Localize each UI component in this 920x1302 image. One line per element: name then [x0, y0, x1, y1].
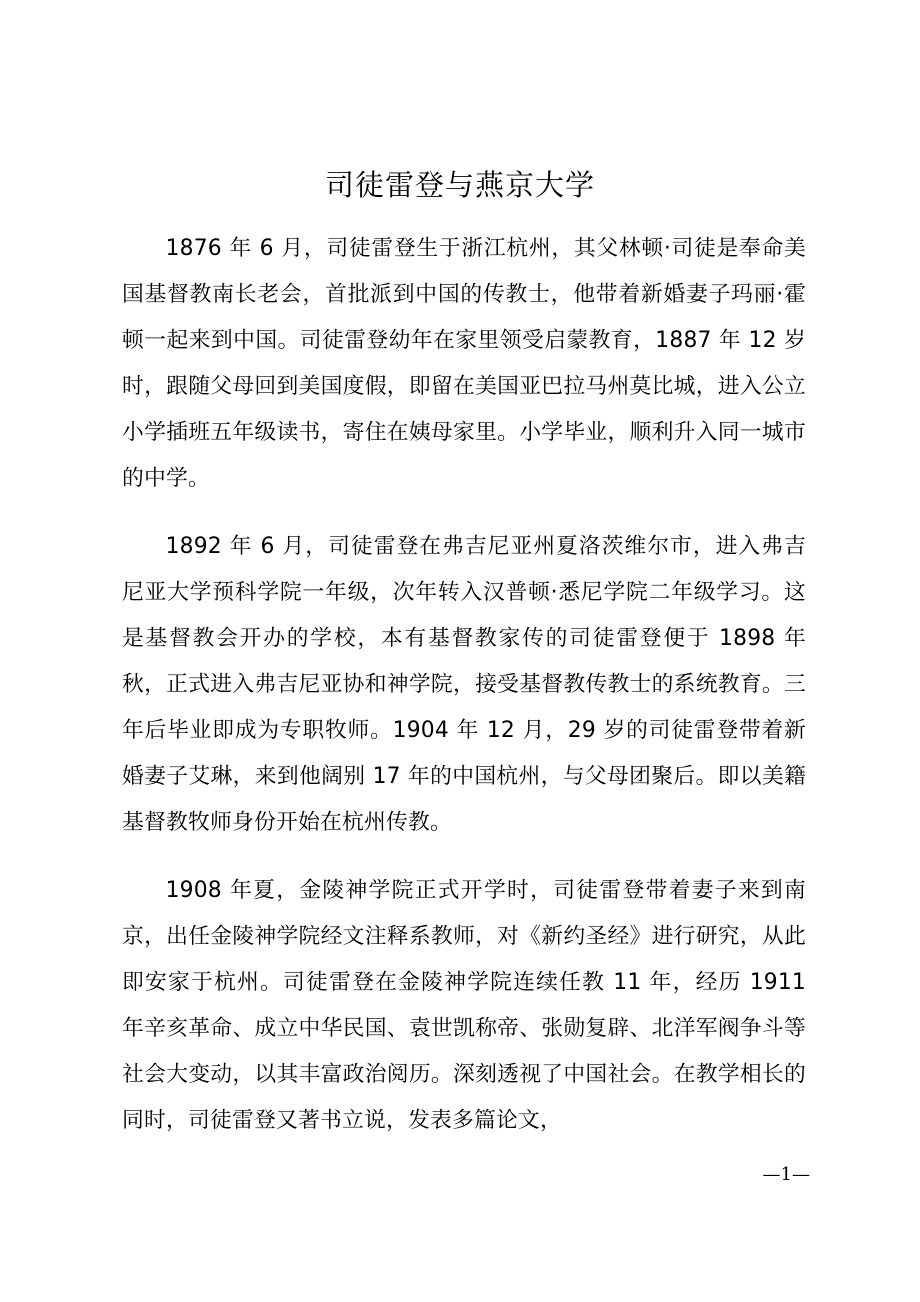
paragraph-2: 1892 年 6 月，司徒雷登在弗吉尼亚州夏洛茨维尔市，进入弗吉尼亚大学预科学院一年级，次年转入汉普顿·悉尼学院二年级学习。这是基督教会开办的学校，本有基督教家传的司徒雷登便于 1898 年秋，正式进入弗吉尼亚协和神学院，接受基督教传教士的系统教育。三年后毕业即成为专职牧师。1904 年 12 月，29 岁的司徒雷登带着新婚妻子艾琳，来到他阔别 17 年的中国杭州，与父母团聚后。即以美籍基督教牧师身份开始在杭州传教。	[122, 534, 806, 835]
paragraph-3: 1908 年夏，金陵神学院正式开学时，司徒雷登带着妻子来到南京，出任金陵神学院经文注释系教师，对《新约圣经》进行研究，从此即安家于杭州。司徒雷登在金陵神学院连续任教 11 年，经历 1911 年辛亥革命、成立中华民国、袁世凯称帝、张勋复辟、北洋军阀争斗等社会大变动，以其丰富政治阅历。深刻透视了中国社会。在教学相长的同时，司徒雷登又著书立说，发表多篇论文，	[122, 878, 806, 1133]
document-title: 司徒雷登与燕京大学	[324, 168, 595, 202]
paragraph-1: 1876 年 6 月，司徒雷登生于浙江杭州，其父林顿·司徒是奉命美国基督教南长老会，首批派到中国的传教士，他带着新婚妻子玛丽·霍顿一起来到中国。司徒雷登幼年在家里领受启蒙教育，1887 年 12 岁时，跟随父母回到美国度假，即留在美国亚巴拉马州莫比城，进入公立小学插班五年级读书，寄住在姨母家里。小学毕业，顺利升入同一城市的中学。	[122, 236, 806, 491]
page-number: —1—	[762, 1164, 810, 1185]
document-body	[122, 226, 806, 1166]
